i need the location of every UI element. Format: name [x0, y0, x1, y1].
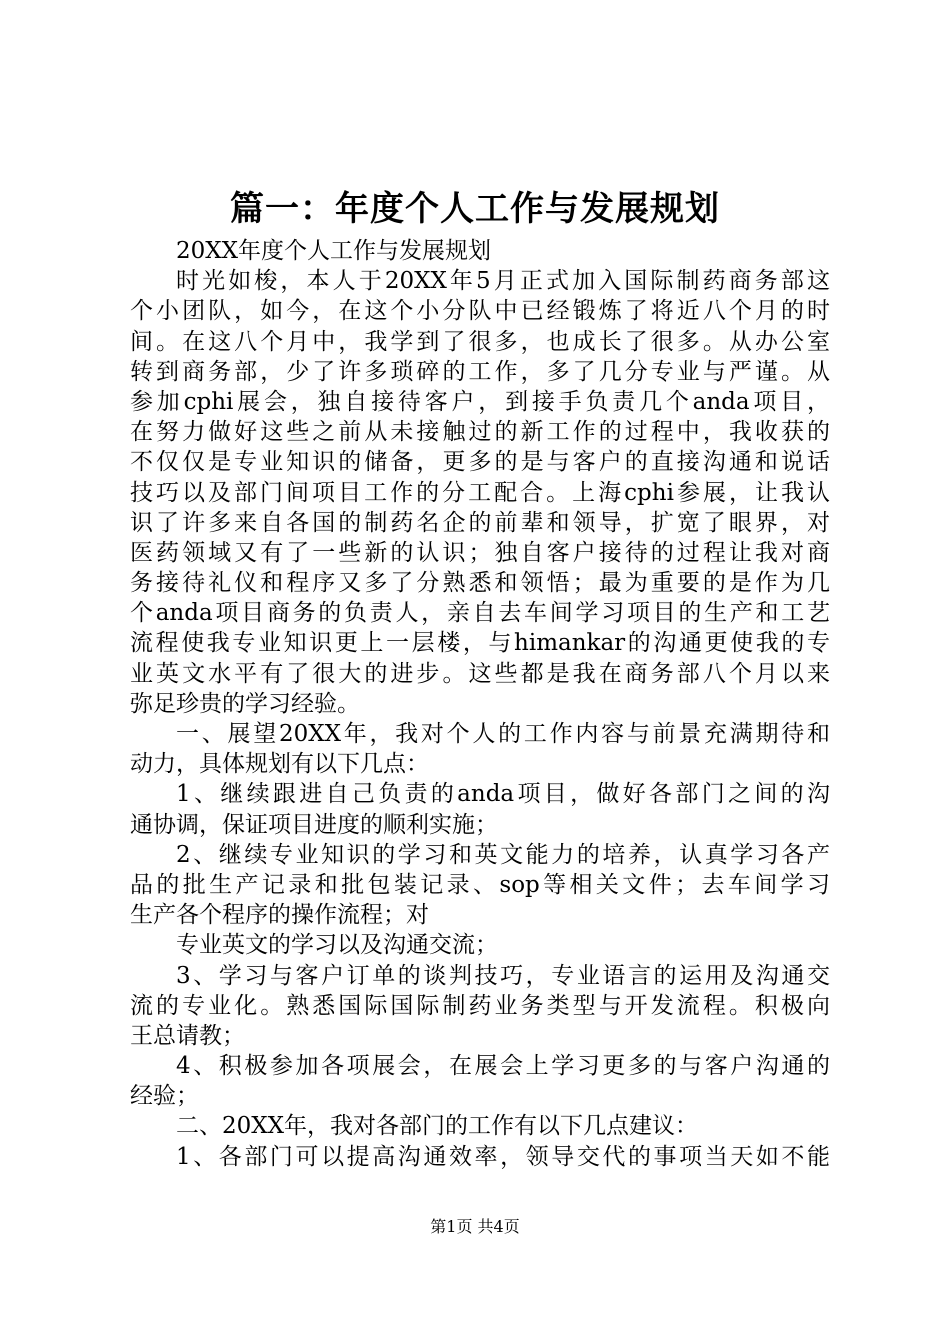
body-line: 间。在这八个月中，我学到了很多，也成长了很多。从办公室 — [130, 328, 830, 355]
body-line: 技巧以及部门间项目工作的分工配合。上海cphi参展，让我认 — [130, 479, 830, 506]
body-line: 经验； — [130, 1083, 199, 1110]
body-line: 流程使我专业知识更上一层楼，与himankar的沟通更使我的专 — [130, 630, 830, 657]
body-line: 业英文水平有了很大的进步。这些都是我在商务部八个月以来 — [130, 660, 830, 687]
body-line: 4、积极参加各项展会，在展会上学习更多的与客户沟通的 — [176, 1053, 830, 1080]
body-line: 动力，具体规划有以下几点： — [130, 751, 429, 778]
document-title: 篇一：年度个人工作与发展规划 — [230, 189, 720, 229]
body-line: 2、继续专业知识的学习和英文能力的培养，认真学习各产 — [176, 841, 830, 868]
body-line: 生产各个程序的操作流程；对 — [130, 902, 429, 929]
body-line: 务接待礼仪和程序又多了分熟悉和领悟；最为重要的是作为几 — [130, 570, 830, 597]
body-line: 通协调，保证项目进度的顺利实施； — [130, 811, 498, 838]
body-line: 在努力做好这些之前从未接触过的新工作的过程中，我收获的 — [130, 419, 830, 446]
body-line: 1、继续跟进自己负责的anda项目，做好各部门之间的沟 — [176, 781, 830, 808]
body-line: 个小团队，如今，在这个小分队中已经锻炼了将近八个月的时 — [130, 298, 830, 325]
body-line: 一、展望20XX年，我对个人的工作内容与前景充满期待和 — [176, 721, 830, 747]
page-number-footer: 第1页 共4页 — [430, 1217, 520, 1236]
body-line: 品的批生产记录和批包装记录、sop等相关文件；去车间学习 — [130, 871, 830, 898]
body-line: 3、学习与客户订单的谈判技巧，专业语言的运用及沟通交 — [176, 962, 830, 989]
body-line: 参加cphi展会，独自接待客户，到接手负责几个anda项目， — [130, 388, 830, 415]
body-line: 时光如梭，本人于20XX年5月正式加入国际制药商务部这 — [176, 268, 830, 295]
body-line: 不仅仅是专业知识的储备，更多的是与客户的直接沟通和说话 — [130, 449, 830, 476]
body-line: 1、各部门可以提高沟通效率，领导交代的事项当天如不能 — [176, 1143, 830, 1170]
body-line: 识了许多来自各国的制药名企的前辈和领导，扩宽了眼界，对 — [130, 509, 830, 536]
body-line: 流的专业化。熟悉国际国际制药业务类型与开发流程。积极向 — [130, 992, 830, 1019]
body-line: 王总请教； — [130, 1022, 245, 1049]
body-line: 二、20XX年，我对各部门的工作有以下几点建议： — [176, 1113, 699, 1140]
body-line: 个anda项目商务的负责人，亲自去车间学习项目的生产和工艺 — [130, 600, 830, 627]
body-line: 医药领域又有了一些新的认识；独自客户接待的过程让我对商 — [130, 539, 830, 566]
body-line: 弥足珍贵的学习经验。 — [130, 690, 360, 717]
body-line: 转到商务部，少了许多琐碎的工作，多了几分专业与严谨。从 — [130, 358, 830, 385]
document-body — [130, 236, 830, 1172]
body-line: 20XX年度个人工作与发展规划 — [176, 238, 492, 264]
body-line: 专业英文的学习以及沟通交流； — [176, 932, 498, 959]
